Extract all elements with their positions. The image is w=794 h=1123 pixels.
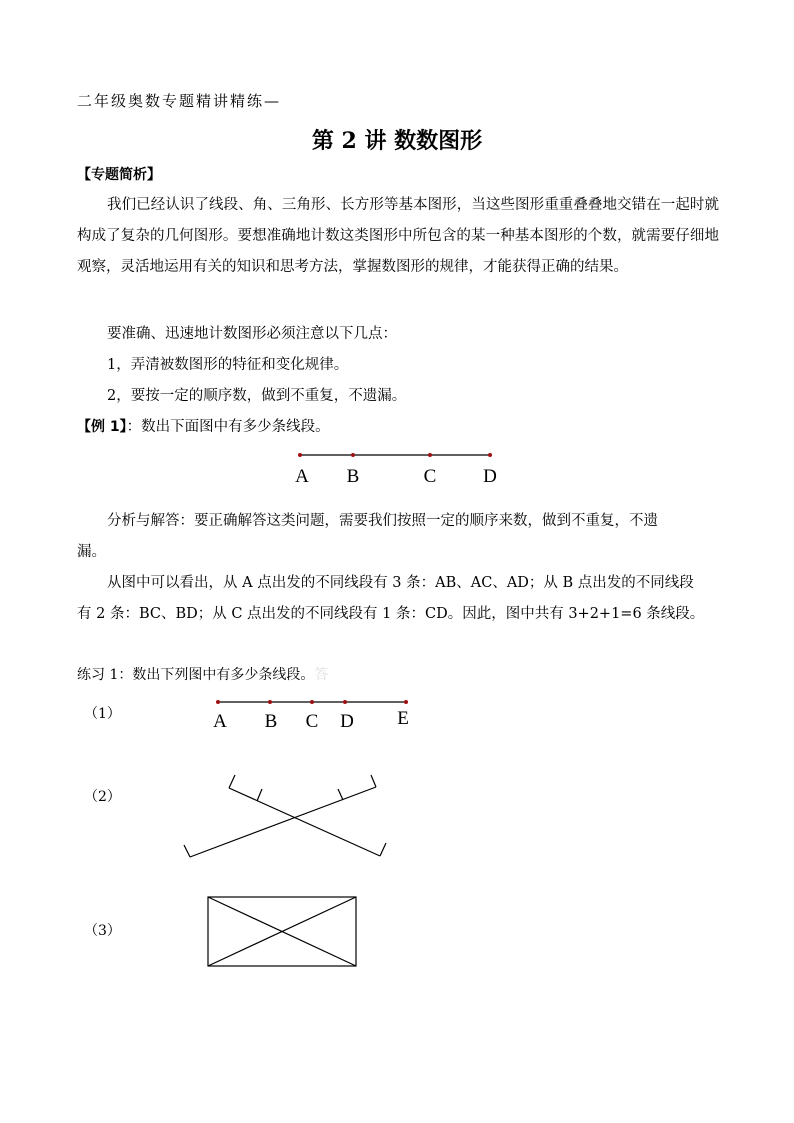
point-a-dot [216,700,220,704]
point-a-label: A [295,466,309,487]
point-d-dot [488,453,492,457]
practice-1-label: 练习 1：数出下列图中有多少条线段。 [77,667,315,683]
point-c-label: C [423,466,437,487]
solution-line-1: 从图中可以看出，从 A 点出发的不同线段有 3 条：AB、AC、AD；从 B 点出发的不同线段 [107,575,694,591]
point-c-dot [310,700,314,704]
point-d-label: D [483,466,497,487]
tick-mark [184,845,190,857]
example-1-label: 【例 1】 [77,419,127,435]
practice-item-1-number: （1） [84,706,121,722]
practice-3-rectangle-figure [208,897,356,966]
intro-paragraph: 我们已经认识了线段、角、三角形、长方形等基本图形，当这些图形重重叠叠地交错在一起时就构成了复杂的几何图形。要想准确地计数这类图形中所包含的某一种基本图形的个数，就需要仔细地观察，灵活地运用有关的知识和思考方法，掌握数图形的规律，才能获得正确的结果。 [77,197,719,275]
analysis-line-2: 漏。 [77,544,106,560]
practice-item-2-number: （2） [84,789,121,805]
watermark-text: 答 [314,667,329,683]
solution-line-2: 有 2 条：BC、BD；从 C 点出发的不同线段有 1 条：CD。因此，图中共有 3+2+1=6 条线段。 [77,606,705,622]
point-d-label: D [340,711,354,732]
section-label: 【专题简析】 [77,167,161,183]
point-b-dot [268,700,272,704]
rule-2: 2，要按一定的顺序数，做到不重复，不遗漏。 [107,388,407,404]
example-1-question: ：数出下面图中有多少条线段。 [126,419,330,435]
tick-mark [380,843,386,856]
point-d-dot [343,700,347,704]
point-b-label: B [264,711,278,732]
point-b-dot [351,453,355,457]
practice-item-3-number: （3） [84,923,121,939]
example-1-segment-figure [295,453,497,487]
tick-mark [338,789,343,800]
point-a-dot [298,453,302,457]
crossing-line-2 [190,787,376,857]
series-title: 二年级奥数专题精讲精练— [77,92,282,110]
point-b-label: B [346,466,360,487]
point-e-label: E [397,708,409,729]
rule-1: 1，弄清被数图形的特征和变化规律。 [107,357,349,373]
practice-1-segment-figure [213,700,409,732]
lecture-title: 第 2 讲 数数图形 [311,128,483,154]
point-e-dot [404,700,408,704]
tick-mark [229,775,235,788]
tick-mark [257,789,262,801]
analysis-line-1: 分析与解答：要正确解答这类问题，需要我们按照一定的顺序来数，做到不重复，不遗 [107,513,658,529]
point-c-dot [428,453,432,457]
practice-2-crossing-lines-figure [184,775,386,857]
crossing-line-1 [229,788,380,856]
point-c-label: C [305,711,319,732]
tick-mark [371,775,376,787]
point-a-label: A [213,711,227,732]
rules-intro: 要准确、迅速地计数图形必须注意以下几点： [107,326,397,342]
